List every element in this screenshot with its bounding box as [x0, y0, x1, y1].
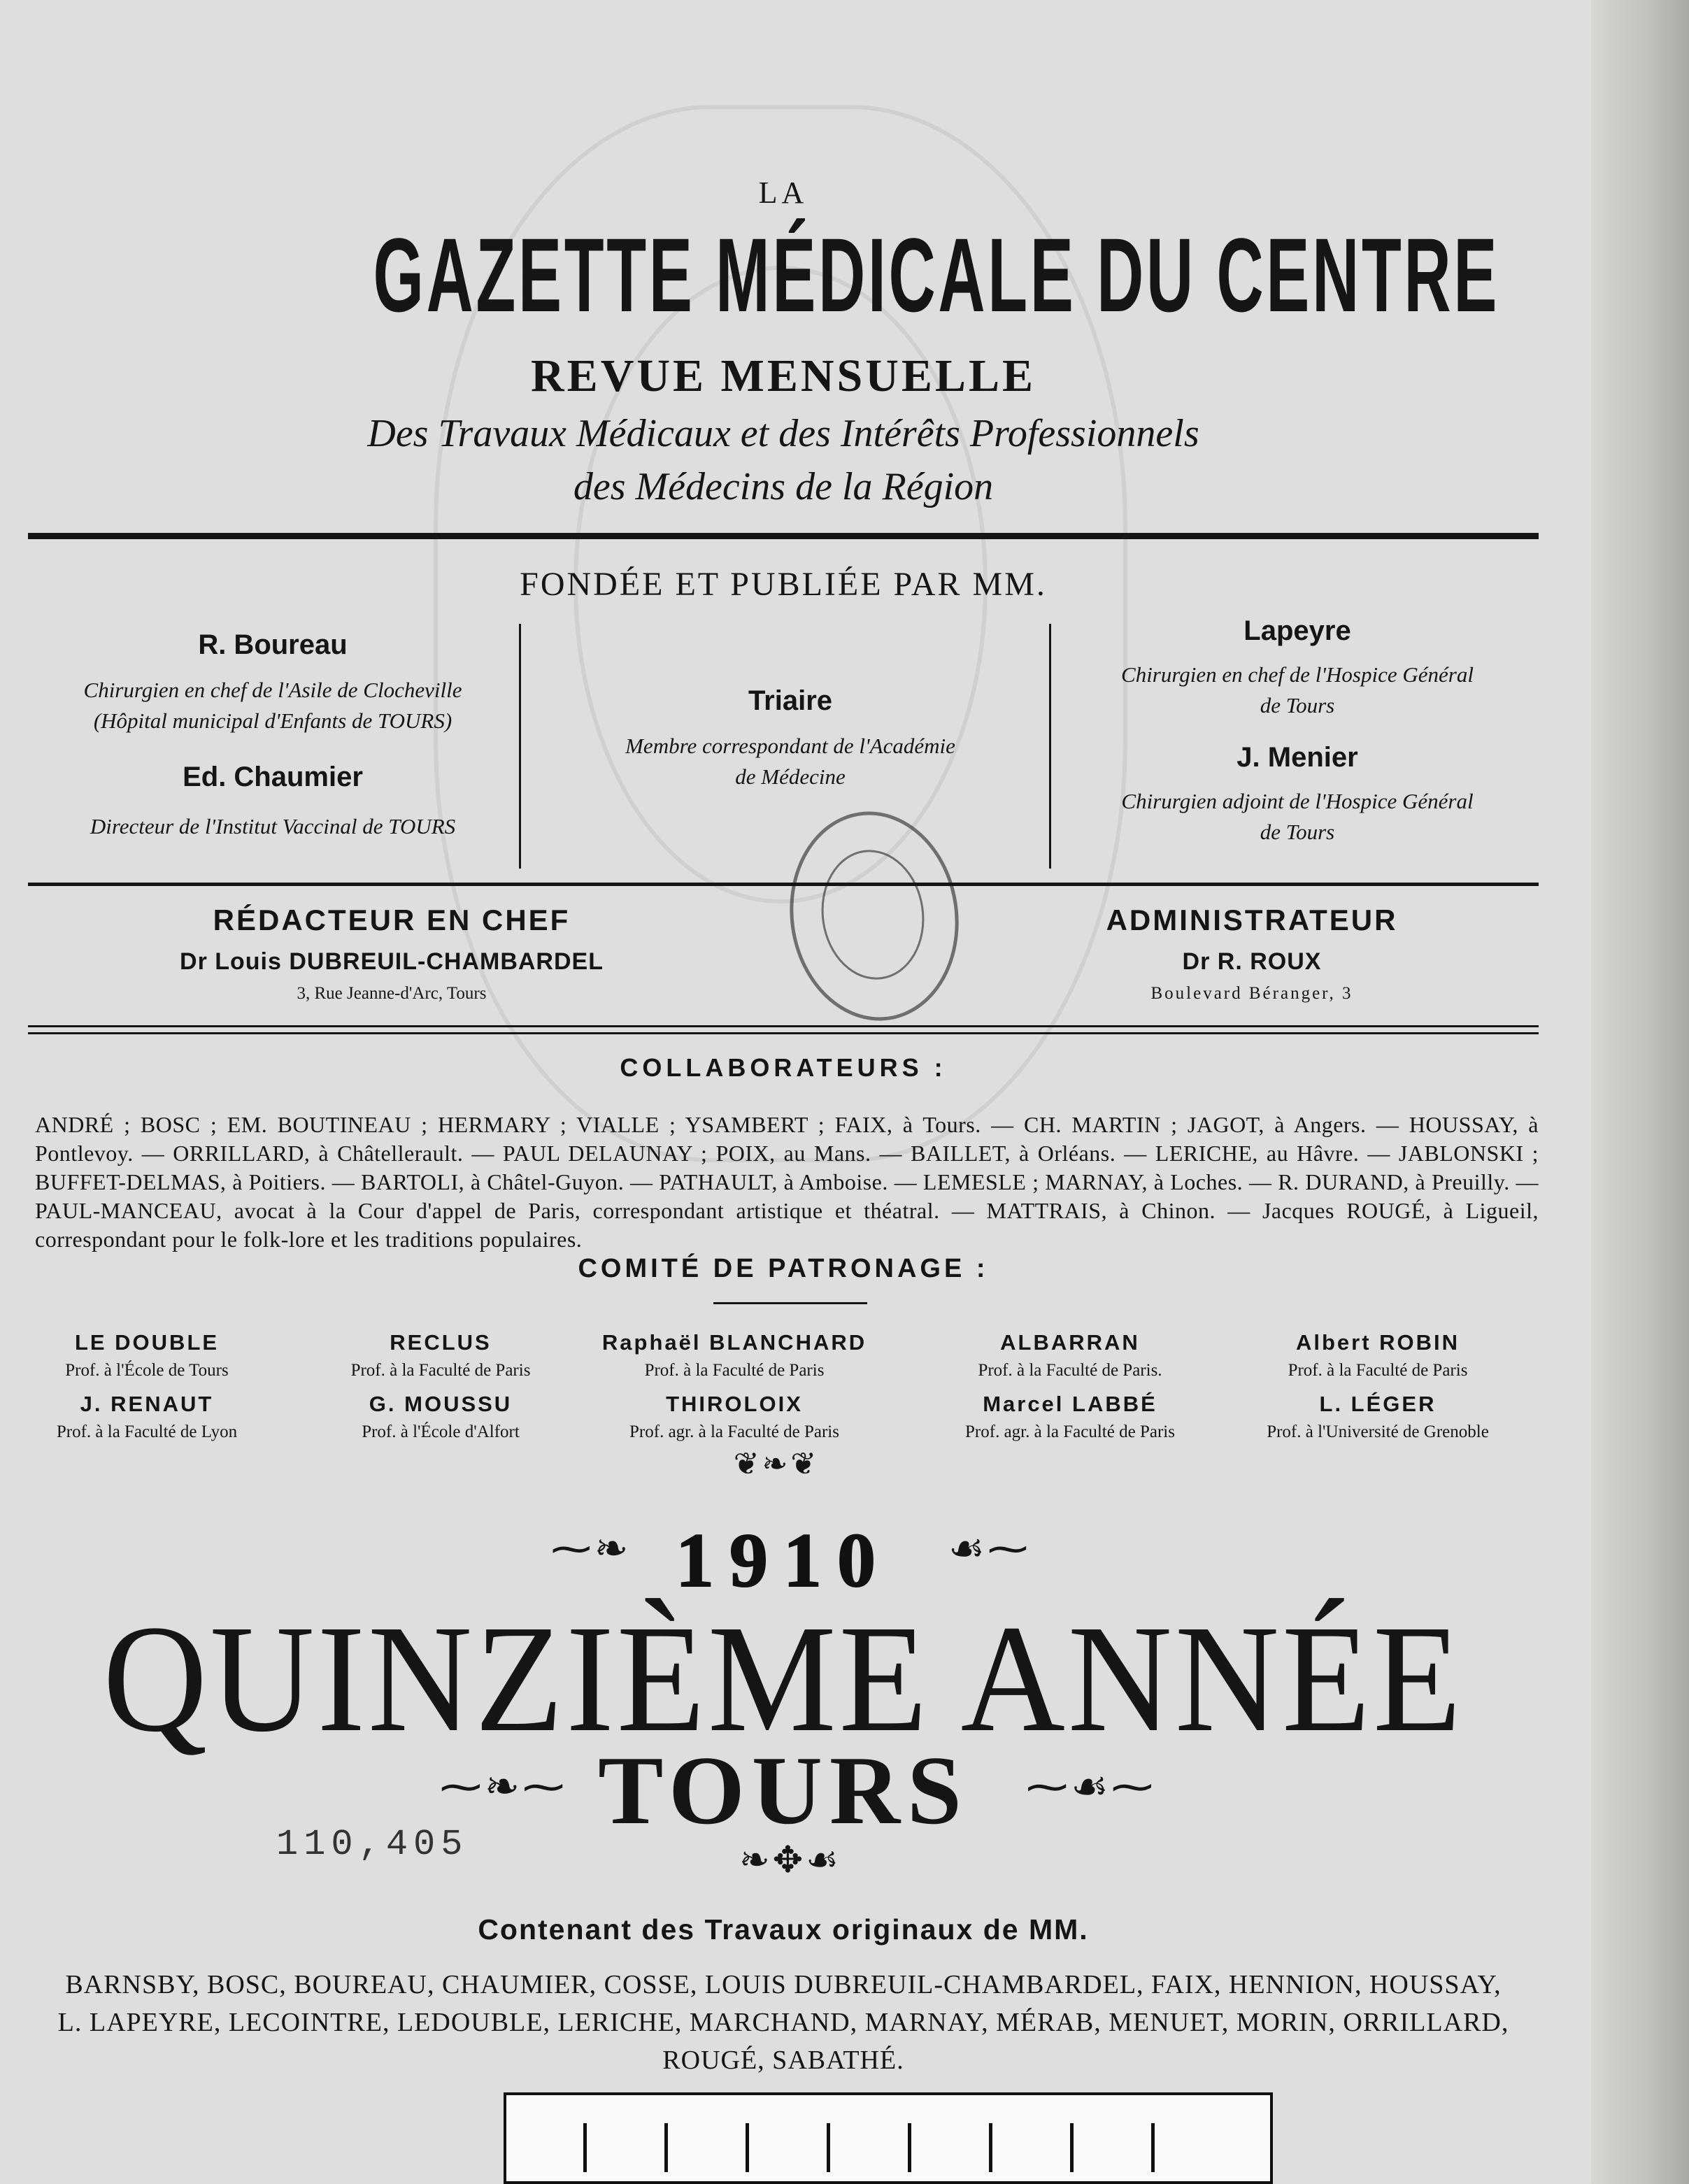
patron-moussu	[294, 1392, 587, 1442]
editor-admin-title: ADMINISTRATEUR	[1106, 904, 1398, 936]
scale-bar	[504, 2092, 1273, 2184]
founder-desc: Chirurgien en chef de l'Hospice Général	[1121, 662, 1474, 687]
binding-gutter	[1591, 0, 1689, 2184]
editor-chief-name: Dr Louis DUBREUIL-CHAMBARDEL	[180, 948, 604, 975]
patron-affiliation: Prof. à la Faculté de Lyon	[56, 1422, 238, 1441]
patron-name: RECLUS	[390, 1330, 492, 1355]
founder-desc: de Médecine	[735, 764, 846, 789]
patron-name: J. RENAUT	[80, 1392, 214, 1416]
founder-name: Ed. Chaumier	[183, 762, 363, 792]
patron-affiliation: Prof. à la Faculté de Paris	[644, 1361, 825, 1380]
masthead-tagline-1: Des Travaux Médicaux et des Intérêts Professionnels	[367, 412, 1199, 455]
masthead-tagline-2: des Médecins de la Région	[573, 465, 994, 508]
patron-affiliation: Prof. à l'École d'Alfort	[362, 1422, 520, 1441]
patron-affiliation: Prof. à la Faculté de Paris	[1288, 1361, 1468, 1380]
patron-reclus	[294, 1330, 587, 1380]
patron-affiliation: Prof. à la Faculté de Paris	[350, 1361, 531, 1380]
founder-name: Lapeyre	[1243, 615, 1351, 646]
scale-tick	[908, 2123, 911, 2172]
flourish-ornament-icon: ❦❧❦	[733, 1447, 820, 1481]
patron-name: Albert ROBIN	[1295, 1330, 1460, 1355]
patron-labbe	[923, 1392, 1217, 1442]
patron-name: Marcel LABBÉ	[983, 1392, 1157, 1416]
patron-affiliation: Prof. agr. à la Faculté de Paris	[629, 1422, 839, 1441]
patron-affiliation: Prof. à l'École de Tours	[65, 1361, 229, 1380]
founder-desc: Chirurgien en chef de l'Asile de Clocheville	[83, 678, 462, 702]
patron-albarran	[923, 1330, 1217, 1380]
editor-admin-name: Dr R. ROUX	[1182, 948, 1322, 975]
volume-year: 1910	[676, 1518, 891, 1603]
contents-authors-line1: BARNSBY, BOSC, BOUREAU, CHAUMIER, COSSE, LOUIS DUBREUIL-CHAMBARDEL, FAIX, HENNION, HOUSSAY,	[65, 1970, 1502, 1999]
patron-blanchard	[587, 1330, 881, 1380]
founder-name: R. Boureau	[198, 629, 348, 660]
founder-desc: de Tours	[1260, 693, 1335, 718]
patron-renaut	[0, 1392, 294, 1442]
masthead-title: GAZETTE MÉDICALE DU CENTRE	[373, 216, 1500, 334]
volume-city: TOURS	[598, 1736, 969, 1845]
editor-admin	[979, 904, 1525, 1004]
flourish-ornament-icon: ❧✥☙	[739, 1841, 841, 1880]
flourish-left-icon: ⁓❧	[550, 1526, 632, 1571]
patron-name: ALBARRAN	[1000, 1330, 1140, 1355]
flourish-left-icon: ⁓❧⁓	[439, 1764, 568, 1810]
editor-chief	[42, 904, 741, 1004]
patron-name: G. MOUSSU	[369, 1392, 513, 1416]
editors-rule-top	[28, 1025, 1539, 1027]
scale-tick	[664, 2123, 668, 2172]
patronage-underline	[713, 1302, 867, 1304]
patron-le-double	[0, 1330, 294, 1380]
editors-rule-bottom	[28, 1032, 1539, 1034]
founder-desc: (Hôpital municipal d'Enfants de TOURS)	[93, 708, 452, 733]
editor-admin-address: Boulevard Béranger, 3	[1150, 984, 1353, 1003]
scale-tick	[1070, 2123, 1074, 2172]
patron-leger	[1231, 1392, 1525, 1442]
editor-chief-address: 3, Rue Jeanne-d'Arc, Tours	[297, 984, 487, 1003]
founder-name: J. Menier	[1237, 742, 1358, 773]
collaborators-list: ANDRÉ ; BOSC ; EM. BOUTINEAU ; HERMARY ; VIALLE ; YSAMBERT ; FAIX, à Tours. — CH. MARTIN ; JAGOT, à Angers. — HOUSSAY, à Pontlevoy. — ORRILLARD, à Châtellerault. — PAUL DELAUNAY ; POIX, au Mans. — BAILLET, à Orléans. — LERICHE, au Hâvre. — JABLONSKI ; BUFFET-DELMAS, à Poitiers. — BARTOLI, à Châtel-Guyon. — PATHAULT, à Amboise. — LEMESLE ; MARNAY, à Loches. — R. DURAND, à Preuilly. — PAUL-MANCEAU, avocat à la Cour d'appel de Paris, correspondant artistique et théatral. — MATTRAIS, à Chinon. — Jacques ROUGÉ, à Ligueil, correspondant pour le folk-lore et les traditions populaires.	[35, 1112, 1539, 1252]
volume-edition: QUINZIÈME ANNÉE	[103, 1593, 1464, 1764]
founder-desc: de Tours	[1260, 820, 1335, 844]
patron-affiliation: Prof. à la Faculté de Paris.	[978, 1361, 1162, 1380]
patron-name: L. LÉGER	[1319, 1392, 1437, 1416]
column-divider	[1049, 624, 1051, 869]
masthead-subtitle: REVUE MENSUELLE	[531, 350, 1036, 401]
founder-desc: Directeur de l'Institut Vaccinal de TOURS	[90, 814, 456, 838]
founder-desc: Membre correspondant de l'Académie	[625, 734, 955, 758]
founders-center	[532, 685, 1049, 790]
scale-tick	[1151, 2123, 1155, 2172]
founders-rule	[28, 883, 1539, 886]
patron-thiroloix	[587, 1392, 881, 1442]
contents-heading: Contenant des Travaux originaux de MM.	[478, 1913, 1089, 1946]
founder-desc: Chirurgien adjoint de l'Hospice Général	[1121, 789, 1474, 813]
flourish-right-icon: ⁓☙⁓	[1026, 1764, 1156, 1810]
patron-affiliation: Prof. à l'Université de Grenoble	[1267, 1422, 1489, 1441]
founders-left	[28, 629, 518, 839]
patron-affiliation: Prof. agr. à la Faculté de Paris	[965, 1422, 1175, 1441]
collaborators-heading: COLLABORATEURS :	[620, 1053, 947, 1082]
scale-tick	[583, 2123, 587, 2172]
patronage-heading: COMITÉ DE PATRONAGE :	[578, 1254, 989, 1283]
founder-name: Triaire	[748, 685, 833, 716]
contents-authors-line2: L. LAPEYRE, LECOINTRE, LEDOUBLE, LERICHE, MARCHAND, MARNAY, MÉRAB, MENUET, MORIN, ORRILLARD,	[57, 2008, 1509, 2037]
editor-chief-title: RÉDACTEUR EN CHEF	[213, 904, 571, 936]
inventory-number: 110,405	[276, 1824, 469, 1865]
scale-tick	[989, 2123, 992, 2172]
column-divider	[519, 624, 521, 869]
scale-tick	[827, 2123, 830, 2172]
founders-right	[1056, 615, 1539, 845]
patron-name: LE DOUBLE	[74, 1330, 220, 1355]
patron-name: Raphaël BLANCHARD	[601, 1330, 867, 1355]
masthead-article: LA	[758, 176, 808, 210]
patron-robin	[1231, 1330, 1525, 1380]
flourish-right-icon: ☙⁓	[948, 1526, 1031, 1571]
scale-tick	[746, 2123, 749, 2172]
patron-name: THIROLOIX	[666, 1392, 803, 1416]
contents-authors-line3: ROUGÉ, SABATHÉ.	[662, 2046, 904, 2075]
masthead-rule	[28, 533, 1539, 539]
founders-heading: FONDÉE ET PUBLIÉE PAR MM.	[520, 566, 1047, 603]
